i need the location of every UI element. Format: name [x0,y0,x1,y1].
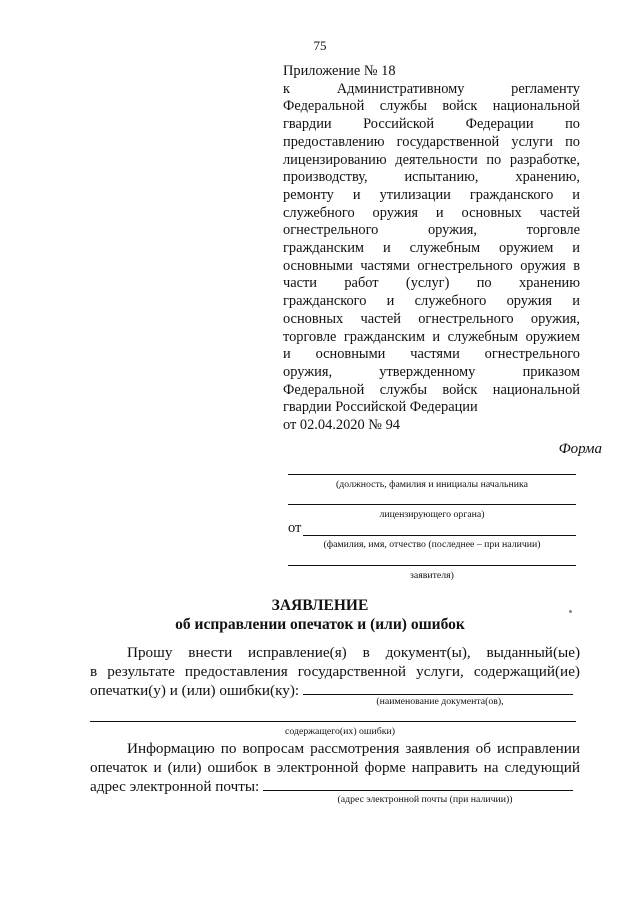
appendix-line: Федеральной службы войск национальной [283,381,580,398]
paragraph-line: в результате предоставления государственной услуги, содержащий(ие) [90,663,580,680]
email-field[interactable] [263,789,573,791]
paragraph-line: адрес электронной почты: [90,778,260,795]
document-title: ЗАЯВЛЕНИЕ [271,597,369,614]
scan-speck [569,610,572,613]
document-name-field-continued[interactable] [90,721,576,722]
appendix-line: части работ (услуг) по хранению [283,275,580,292]
from-label: от [288,520,302,536]
appendix-line: оружия, утвержденному приказом [283,363,580,380]
page-number: 75 [313,38,327,53]
applicant-name-caption: (фамилия, имя, отчество (последнее – при наличии) [323,539,541,550]
paragraph-line: Информацию по вопросам рассмотрения заявления об исправлении [127,740,580,757]
paragraph-line: Прошу внести исправление(я) в документ(ы), выданный(ые) [127,644,580,661]
official-position-caption: (должность, фамилия и инициалы начальника [336,479,528,490]
appendix-line: гвардии Российской Федерации [283,399,478,416]
applicant-field[interactable] [288,565,576,566]
document-errors-caption: содержащего(их) ошибки) [285,726,395,737]
email-caption: (адрес электронной почты (при наличии)) [337,794,513,805]
document-name-field[interactable] [303,693,573,695]
licensing-authority-caption: лицензирующего органа) [379,509,485,520]
appendix-line: предоставлению государственной услуги по [283,133,580,150]
appendix-line: Приложение № 18 [283,63,396,79]
appendix-line: гвардии Российской Федерации по [283,116,580,133]
appendix-line: ремонту и утилизации гражданского и [283,186,580,203]
paragraph-email-info [90,739,580,796]
paragraph-correction-request [90,643,580,700]
appendix-line: служебного оружия и основных частей [283,204,580,221]
appendix-line: Федеральной службы войск национальной [283,98,580,115]
appendix-block [283,63,580,435]
appendix-line: гражданским и служебным оружием и [283,240,580,257]
appendix-line: основными частями огнестрельного оружия в [283,257,580,274]
document-name-caption: (наименование документа(ов), [376,696,504,707]
paragraph-line: опечатки(у) и (или) ошибки(ку): [90,682,300,699]
applicant-caption: заявителя) [410,570,454,581]
form-label: Форма [558,441,602,457]
paragraph-line: опечаток и (или) ошибок в электронной форме направить на следующий [90,759,580,776]
licensing-authority-field[interactable] [288,504,576,505]
appendix-line: огнестрельного оружия, торговле [283,222,580,239]
appendix-line: производству, испытанию, хранению, [283,169,580,186]
official-position-field[interactable] [288,474,576,475]
document-subtitle: об исправлении опечаток и (или) ошибок [175,616,465,633]
appendix-line: и основными частями огнестрельного [283,346,580,363]
appendix-line: гражданского и служебного оружия и [283,293,580,310]
appendix-line: от 02.04.2020 № 94 [283,417,400,434]
appendix-line: к Административному регламенту [283,80,580,97]
appendix-line: лицензированию деятельности по разработке, [283,151,580,168]
appendix-line: основных частей огнестрельного оружия, [283,310,580,327]
applicant-name-field[interactable] [303,535,576,536]
appendix-line: торговле гражданским и служебным оружием [283,328,580,345]
